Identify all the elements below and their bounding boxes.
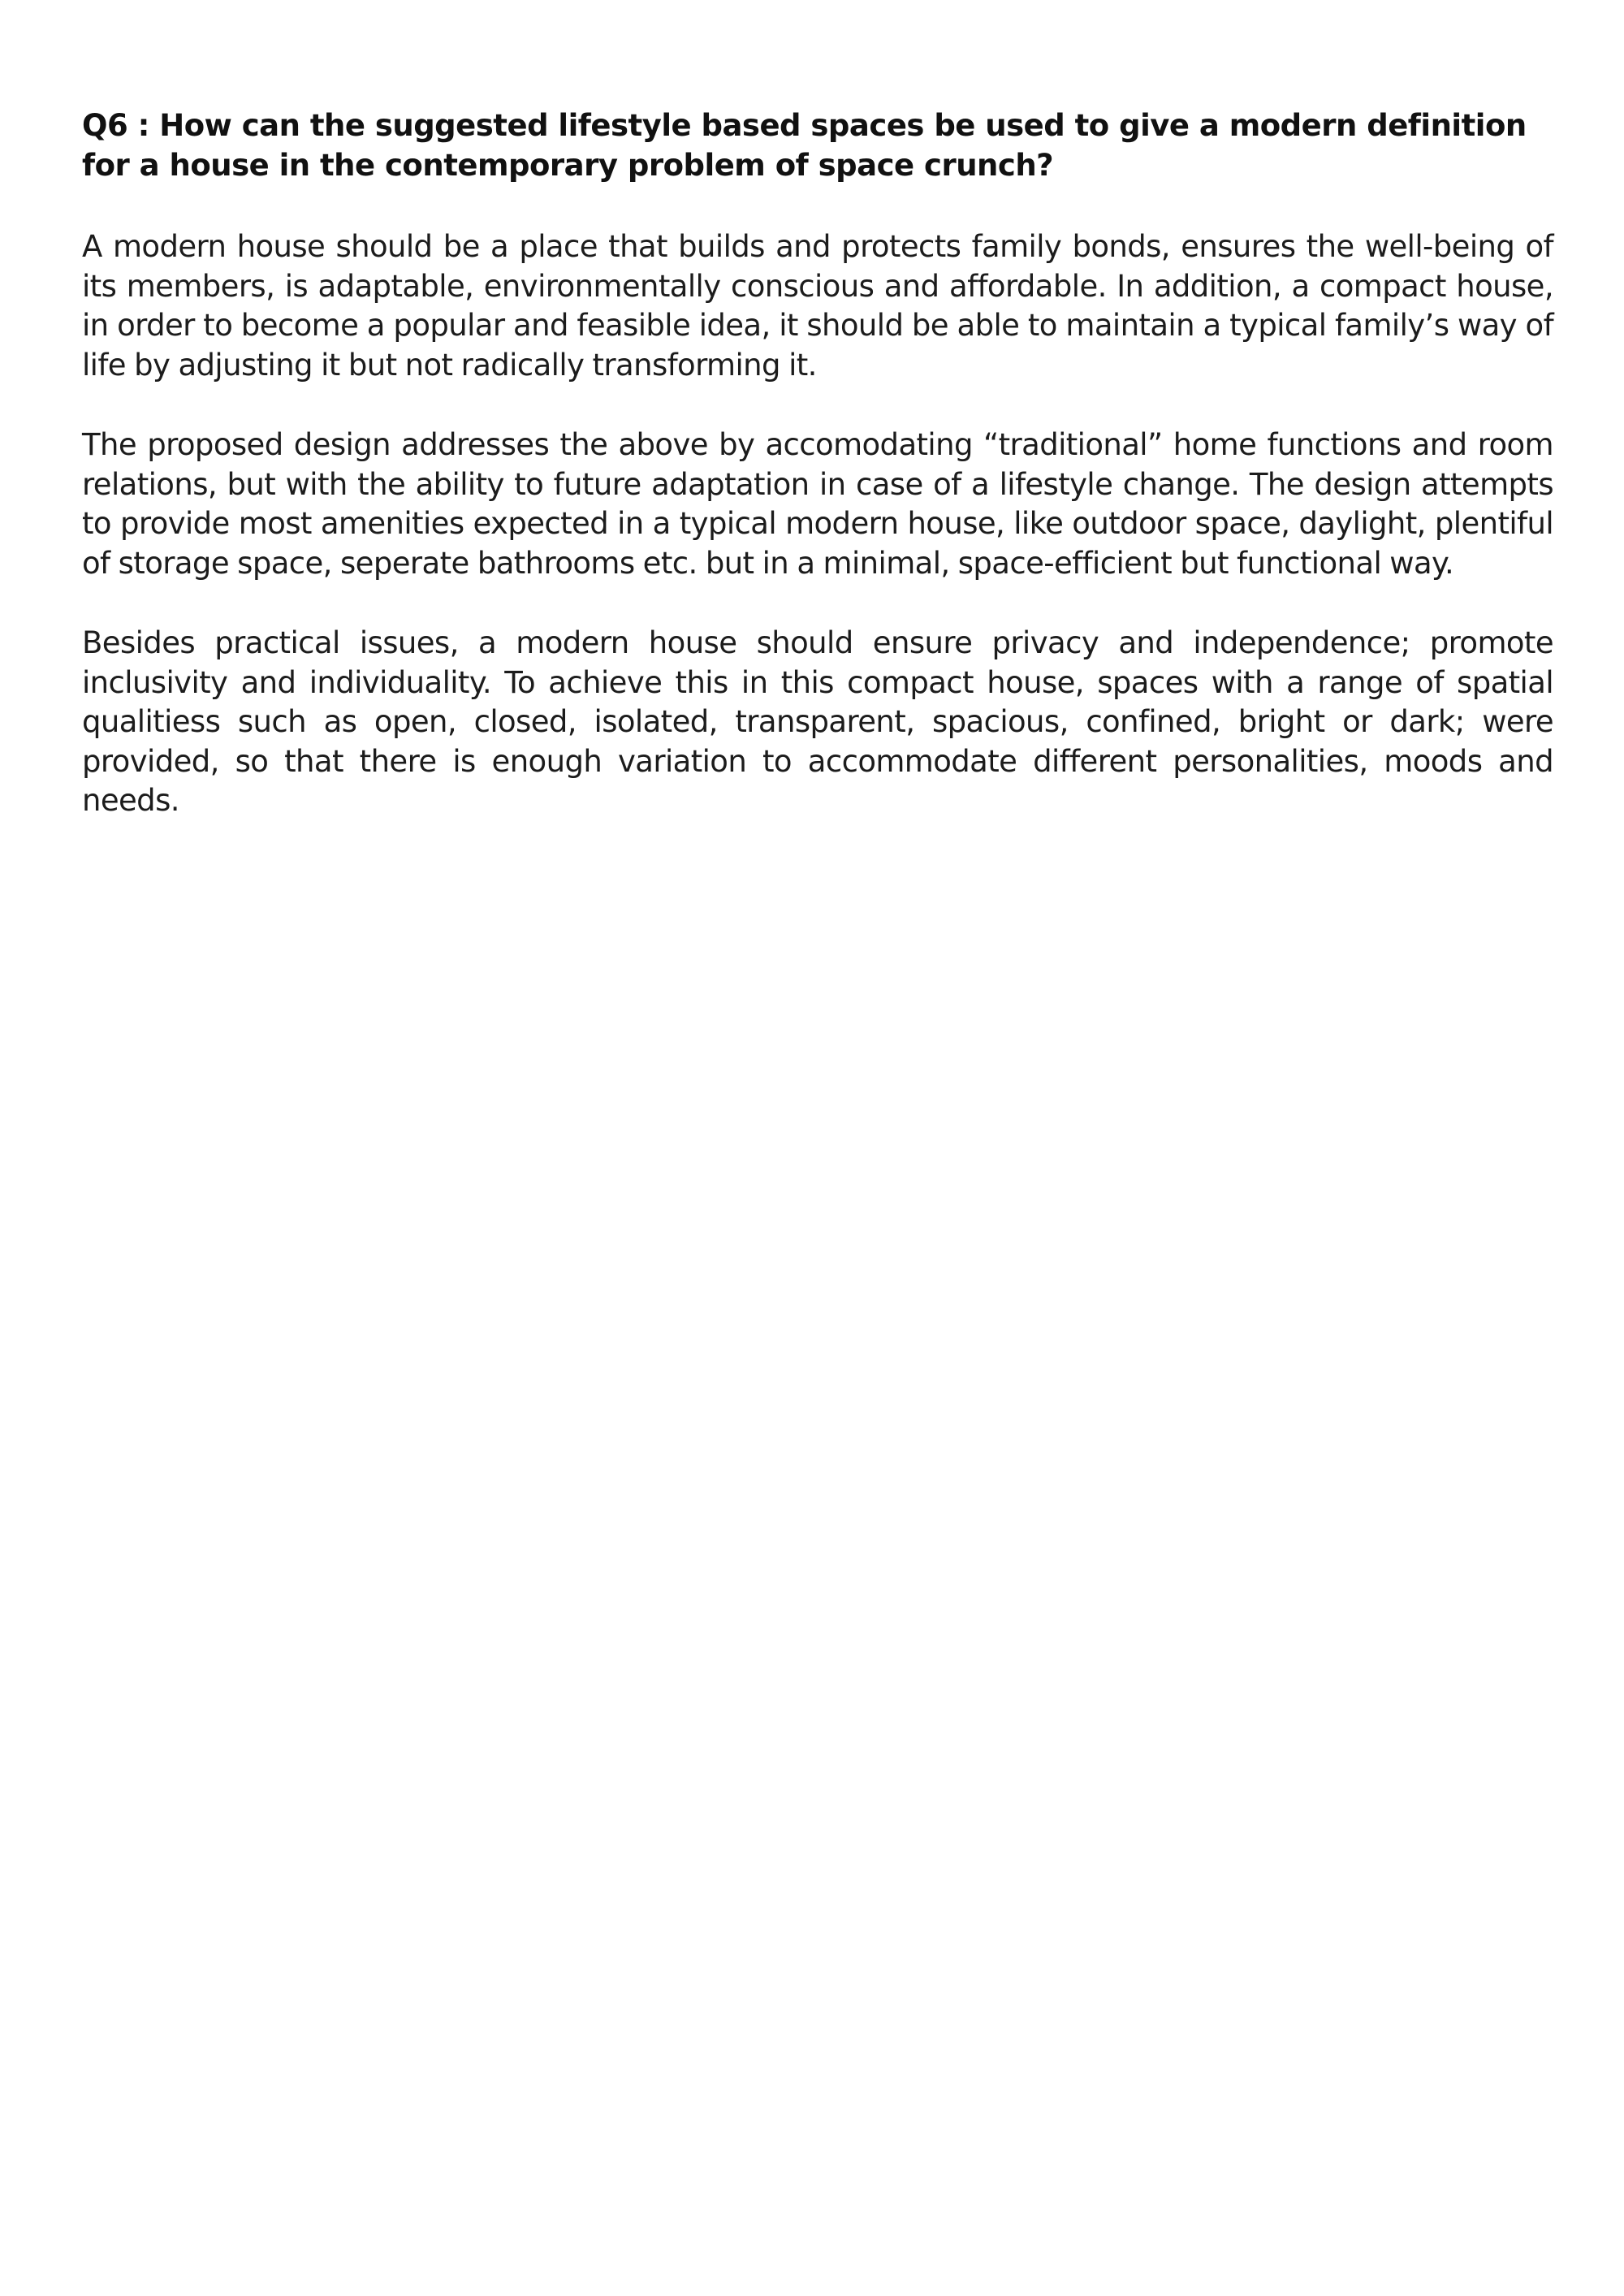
paragraph-privacy: Besides practical issues, a modern house should ensure privacy and independence; promote inclusivity and individuality. To achieve this in this compact house, spaces with a range of spatial qualitiess such as open, closed, isolated, transparent, spacious, confined, bright or dark; were provided, so that there is enough variation to accommodate different personalities, moods and needs. [82,625,1553,818]
paragraph-wellbeing: A modern house should be a place that builds and protects family bonds, ensures the well-being of its members, is adaptable, environmentally conscious and affordable. In addition, a compact house, in order to become a popular and feasible idea, it should be able to maintain a typical family’s way of life by adjusting it but not radically transforming it. [82,229,1553,383]
question-heading: Q6 : How can the suggested lifestyle based spaces be used to give a modern definition for a house in the contemporary problem of space crunch? [82,108,1527,183]
document-content [82,106,1553,862]
paragraph-proposed-design: The proposed design addresses the above by accomodating “traditional” home functions and room relations, but with the ability to future adaptation in case of a lifestyle change. The design attempts to provide most amenities expected in a typical modern house, like outdoor space, daylight, plentiful of storage space, seperate bathrooms etc. but in a minimal, space-efficient but functional way. [82,427,1553,581]
